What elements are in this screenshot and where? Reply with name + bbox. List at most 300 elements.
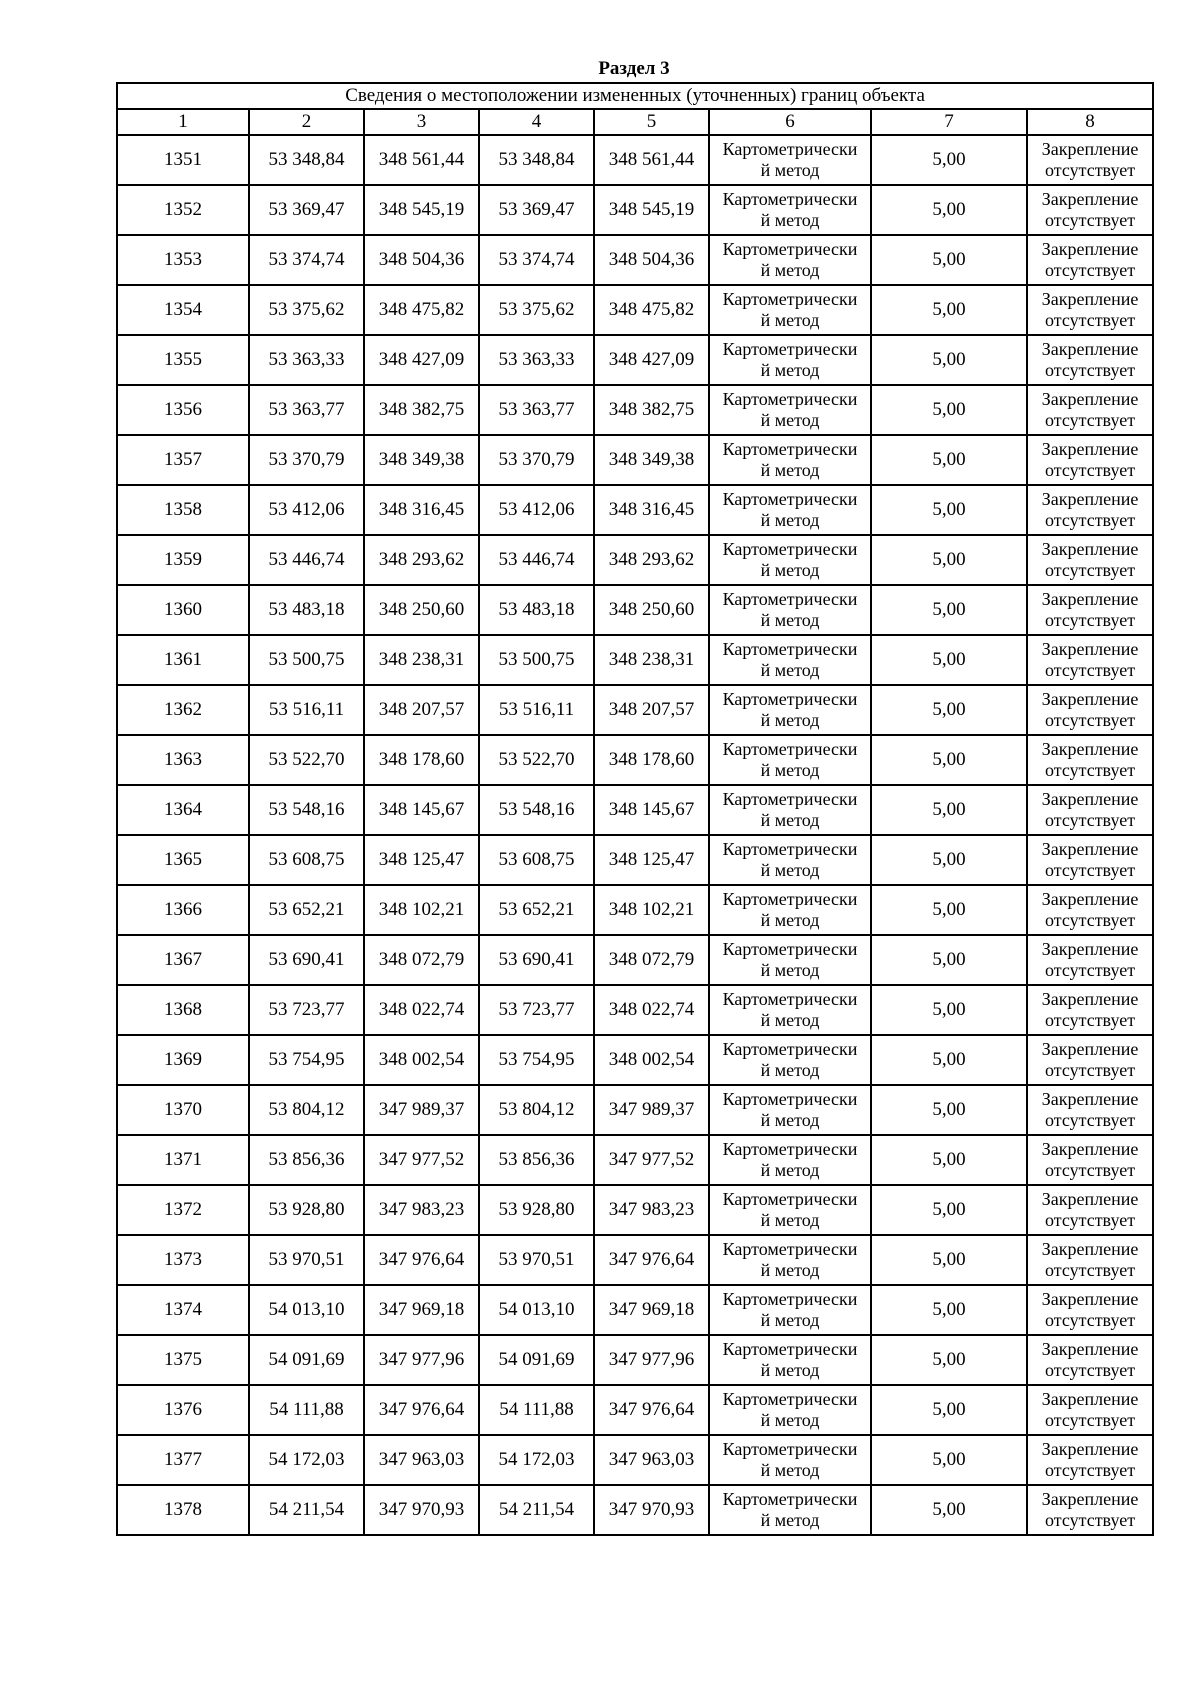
fixing-line-1: Закрепление [1041,1139,1139,1159]
table-row [117,985,1153,1035]
y-coordinate-new: 348 561,44 [594,135,709,185]
y-coordinate-new: 348 145,67 [594,785,709,835]
point-number: 1372 [117,1185,249,1235]
section-title: Раздел 3 [598,58,670,79]
method-cell [709,935,871,985]
method-line-1: Картометрически [722,1239,858,1259]
method-cell [709,185,871,235]
x-coordinate-old: 53 500,75 [249,635,364,685]
y-coordinate-old: 348 504,36 [364,235,479,285]
y-coordinate-new: 347 969,18 [594,1285,709,1335]
y-coordinate-old: 347 963,03 [364,1435,479,1485]
method-line-2: й метод [760,910,820,930]
method-line-1: Картометрически [722,1139,858,1159]
fixing-line-1: Закрепление [1041,139,1139,159]
fixing-line-2: отсутствует [1045,910,1136,930]
x-coordinate-new: 53 374,74 [479,235,594,285]
method-line-2: й метод [760,1310,820,1330]
x-coordinate-old: 53 754,95 [249,1035,364,1085]
point-number: 1362 [117,685,249,735]
x-coordinate-new: 53 690,41 [479,935,594,985]
method-line-1: Картометрически [722,239,858,259]
fixing-line-1: Закрепление [1041,939,1139,959]
method-line-1: Картометрически [722,1439,858,1459]
point-number: 1352 [117,185,249,235]
point-number: 1361 [117,635,249,685]
fixing-line-2: отсутствует [1045,360,1136,380]
y-coordinate-new: 348 293,62 [594,535,709,585]
y-coordinate-new: 347 976,64 [594,1235,709,1285]
fixing-line-2: отсутствует [1045,410,1136,430]
method-line-2: й метод [760,810,820,830]
fixing-cell [1027,1135,1153,1185]
method-line-1: Картометрически [722,1489,858,1509]
x-coordinate-new: 53 483,18 [479,585,594,635]
table-caption: Сведения о местоположении измененных (уточненных) границ объекта [117,83,1153,109]
table-row [117,1435,1153,1485]
fixing-line-2: отсутствует [1045,1310,1136,1330]
precision-cell: 5,00 [871,885,1027,935]
fixing-line-2: отсутствует [1045,960,1136,980]
precision-cell: 5,00 [871,1035,1027,1085]
y-coordinate-new: 347 963,03 [594,1435,709,1485]
y-coordinate-new: 347 977,52 [594,1135,709,1185]
y-coordinate-old: 348 022,74 [364,985,479,1035]
fixing-line-2: отсутствует [1045,1460,1136,1480]
y-coordinate-old: 348 349,38 [364,435,479,485]
method-cell [709,735,871,785]
fixing-cell [1027,385,1153,435]
point-number: 1351 [117,135,249,185]
x-coordinate-old: 54 172,03 [249,1435,364,1485]
precision-cell: 5,00 [871,435,1027,485]
fixing-line-1: Закрепление [1041,1039,1139,1059]
method-line-2: й метод [760,1360,820,1380]
x-coordinate-new: 53 370,79 [479,435,594,485]
table-row [117,885,1153,935]
y-coordinate-new: 347 983,23 [594,1185,709,1235]
method-line-1: Картометрически [722,339,858,359]
y-coordinate-new: 348 545,19 [594,185,709,235]
fixing-line-2: отсутствует [1045,510,1136,530]
table-row [117,285,1153,335]
x-coordinate-old: 54 013,10 [249,1285,364,1335]
fixing-line-2: отсутствует [1045,1060,1136,1080]
fixing-line-2: отсутствует [1045,810,1136,830]
y-coordinate-old: 347 970,93 [364,1485,479,1535]
y-coordinate-new: 348 178,60 [594,735,709,785]
method-line-1: Картометрически [722,689,858,709]
fixing-cell [1027,835,1153,885]
fixing-cell [1027,1385,1153,1435]
method-line-2: й метод [760,410,820,430]
y-coordinate-old: 347 976,64 [364,1235,479,1285]
point-number: 1377 [117,1435,249,1485]
method-line-2: й метод [760,310,820,330]
x-coordinate-new: 53 348,84 [479,135,594,185]
x-coordinate-new: 54 111,88 [479,1385,594,1435]
fixing-line-2: отсутствует [1045,1110,1136,1130]
fixing-cell [1027,235,1153,285]
x-coordinate-new: 54 013,10 [479,1285,594,1335]
fixing-line-2: отсутствует [1045,660,1136,680]
table-row [117,385,1153,435]
y-coordinate-new: 348 349,38 [594,435,709,485]
method-cell [709,1435,871,1485]
x-coordinate-old: 53 652,21 [249,885,364,935]
precision-cell: 5,00 [871,685,1027,735]
method-cell [709,535,871,585]
fixing-cell [1027,1085,1153,1135]
precision-cell: 5,00 [871,135,1027,185]
point-number: 1358 [117,485,249,535]
fixing-line-2: отсутствует [1045,710,1136,730]
precision-cell: 5,00 [871,235,1027,285]
y-coordinate-new: 348 316,45 [594,485,709,535]
x-coordinate-new: 53 446,74 [479,535,594,585]
method-cell [709,435,871,485]
precision-cell: 5,00 [871,335,1027,385]
fixing-line-1: Закрепление [1041,839,1139,859]
precision-cell: 5,00 [871,1085,1027,1135]
fixing-line-1: Закрепление [1041,239,1139,259]
x-coordinate-old: 54 091,69 [249,1335,364,1385]
precision-cell: 5,00 [871,1185,1027,1235]
method-line-2: й метод [760,1160,820,1180]
x-coordinate-new: 54 091,69 [479,1335,594,1385]
fixing-line-1: Закрепление [1041,639,1139,659]
precision-cell: 5,00 [871,285,1027,335]
precision-cell: 5,00 [871,635,1027,685]
method-cell [709,335,871,385]
x-coordinate-new: 53 363,33 [479,335,594,385]
table-row [117,535,1153,585]
y-coordinate-new: 348 475,82 [594,285,709,335]
method-line-2: й метод [760,1410,820,1430]
method-line-2: й метод [760,760,820,780]
x-coordinate-old: 53 548,16 [249,785,364,835]
y-coordinate-old: 347 976,64 [364,1385,479,1435]
x-coordinate-new: 53 608,75 [479,835,594,885]
table-row [117,185,1153,235]
fixing-line-2: отсутствует [1045,610,1136,630]
y-coordinate-old: 347 977,96 [364,1335,479,1385]
method-line-1: Картометрически [722,1089,858,1109]
fixing-cell [1027,1435,1153,1485]
fixing-cell [1027,635,1153,685]
fixing-line-1: Закрепление [1041,389,1139,409]
method-line-2: й метод [760,1010,820,1030]
fixing-line-1: Закрепление [1041,1189,1139,1209]
y-coordinate-old: 348 178,60 [364,735,479,785]
method-line-1: Картометрически [722,1339,858,1359]
point-number: 1368 [117,985,249,1035]
fixing-line-2: отсутствует [1045,1210,1136,1230]
fixing-line-1: Закрепление [1041,439,1139,459]
y-coordinate-old: 348 125,47 [364,835,479,885]
y-coordinate-old: 347 977,52 [364,1135,479,1185]
fixing-line-2: отсутствует [1045,1260,1136,1280]
x-coordinate-new: 53 516,11 [479,685,594,735]
y-coordinate-old: 348 427,09 [364,335,479,385]
column-header: 3 [364,109,479,135]
table-row [117,485,1153,535]
precision-cell: 5,00 [871,735,1027,785]
fixing-line-1: Закрепление [1041,739,1139,759]
method-cell [709,1135,871,1185]
x-coordinate-new: 53 804,12 [479,1085,594,1135]
y-coordinate-old: 347 969,18 [364,1285,479,1335]
table-row [117,135,1153,185]
fixing-cell [1027,985,1153,1035]
x-coordinate-new: 53 652,21 [479,885,594,935]
y-coordinate-old: 348 102,21 [364,885,479,935]
x-coordinate-new: 53 412,06 [479,485,594,535]
precision-cell: 5,00 [871,1435,1027,1485]
method-line-2: й метод [760,1110,820,1130]
fixing-line-2: отсутствует [1045,860,1136,880]
point-number: 1354 [117,285,249,335]
method-cell [709,685,871,735]
fixing-cell [1027,585,1153,635]
fixing-line-2: отсутствует [1045,560,1136,580]
column-header: 6 [709,109,871,135]
x-coordinate-old: 53 928,80 [249,1185,364,1235]
y-coordinate-new: 348 504,36 [594,235,709,285]
method-line-1: Картометрически [722,289,858,309]
method-line-1: Картометрически [722,1289,858,1309]
y-coordinate-old: 348 145,67 [364,785,479,835]
method-cell [709,1085,871,1135]
method-cell [709,985,871,1035]
point-number: 1359 [117,535,249,585]
fixing-line-1: Закрепление [1041,1339,1139,1359]
y-coordinate-new: 347 989,37 [594,1085,709,1135]
y-coordinate-new: 348 250,60 [594,585,709,635]
table-row [117,635,1153,685]
table-row [117,935,1153,985]
precision-cell: 5,00 [871,1335,1027,1385]
x-coordinate-new: 53 500,75 [479,635,594,685]
x-coordinate-new: 54 172,03 [479,1435,594,1485]
method-line-1: Картометрически [722,739,858,759]
y-coordinate-old: 347 989,37 [364,1085,479,1135]
fixing-line-2: отсутствует [1045,1010,1136,1030]
method-line-1: Картометрически [722,489,858,509]
x-coordinate-old: 53 375,62 [249,285,364,335]
y-coordinate-new: 348 382,75 [594,385,709,435]
x-coordinate-new: 53 375,62 [479,285,594,335]
y-coordinate-new: 348 072,79 [594,935,709,985]
fixing-cell [1027,285,1153,335]
table-row [117,1035,1153,1085]
table-body [117,135,1153,1535]
method-cell [709,585,871,635]
point-number: 1375 [117,1335,249,1385]
fixing-line-1: Закрепление [1041,789,1139,809]
x-coordinate-old: 53 374,74 [249,235,364,285]
table-caption-row [117,83,1153,109]
fixing-cell [1027,185,1153,235]
y-coordinate-old: 347 983,23 [364,1185,479,1235]
point-number: 1370 [117,1085,249,1135]
method-line-1: Картометрически [722,439,858,459]
column-header: 2 [249,109,364,135]
method-line-2: й метод [760,1510,820,1530]
method-line-2: й метод [760,510,820,530]
x-coordinate-new: 54 211,54 [479,1485,594,1535]
y-coordinate-new: 348 102,21 [594,885,709,935]
point-number: 1366 [117,885,249,935]
method-line-1: Картометрически [722,589,858,609]
x-coordinate-old: 53 363,77 [249,385,364,435]
method-line-2: й метод [760,1210,820,1230]
fixing-cell [1027,485,1153,535]
y-coordinate-new: 348 207,57 [594,685,709,735]
y-coordinate-old: 348 072,79 [364,935,479,985]
x-coordinate-old: 53 412,06 [249,485,364,535]
precision-cell: 5,00 [871,385,1027,435]
x-coordinate-old: 53 608,75 [249,835,364,885]
method-line-2: й метод [760,1460,820,1480]
y-coordinate-new: 348 022,74 [594,985,709,1035]
method-line-1: Картометрически [722,939,858,959]
point-number: 1364 [117,785,249,835]
precision-cell: 5,00 [871,785,1027,835]
x-coordinate-old: 53 483,18 [249,585,364,635]
method-line-1: Картометрически [722,1189,858,1209]
point-number: 1371 [117,1135,249,1185]
fixing-line-1: Закрепление [1041,189,1139,209]
method-line-1: Картометрически [722,789,858,809]
x-coordinate-new: 53 369,47 [479,185,594,235]
fixing-line-2: отсутствует [1045,460,1136,480]
table-row [117,335,1153,385]
fixing-cell [1027,685,1153,735]
point-number: 1355 [117,335,249,385]
fixing-line-1: Закрепление [1041,889,1139,909]
table-row [117,835,1153,885]
x-coordinate-new: 53 970,51 [479,1235,594,1285]
method-line-2: й метод [760,960,820,980]
x-coordinate-old: 53 856,36 [249,1135,364,1185]
fixing-line-2: отсутствует [1045,1160,1136,1180]
method-line-2: й метод [760,160,820,180]
column-header-row [117,109,1153,135]
fixing-cell [1027,1485,1153,1535]
method-line-1: Картометрически [722,1039,858,1059]
y-coordinate-old: 348 207,57 [364,685,479,735]
fixing-line-1: Закрепление [1041,489,1139,509]
precision-cell: 5,00 [871,1235,1027,1285]
x-coordinate-old: 54 211,54 [249,1485,364,1535]
fixing-line-1: Закрепление [1041,1239,1139,1259]
fixing-line-1: Закрепление [1041,1389,1139,1409]
table-row [117,785,1153,835]
table-row [117,1385,1153,1435]
point-number: 1353 [117,235,249,285]
y-coordinate-old: 348 475,82 [364,285,479,335]
precision-cell: 5,00 [871,485,1027,535]
method-line-2: й метод [760,260,820,280]
method-cell [709,235,871,285]
x-coordinate-old: 53 348,84 [249,135,364,185]
method-cell [709,885,871,935]
fixing-line-1: Закрепление [1041,1089,1139,1109]
table-row [117,1335,1153,1385]
point-number: 1360 [117,585,249,635]
method-cell [709,1235,871,1285]
method-line-1: Картометрически [722,139,858,159]
fixing-cell [1027,1285,1153,1335]
fixing-line-2: отсутствует [1045,760,1136,780]
x-coordinate-old: 53 723,77 [249,985,364,1035]
fixing-cell [1027,885,1153,935]
fixing-cell [1027,435,1153,485]
method-cell [709,135,871,185]
fixing-line-2: отсутствует [1045,210,1136,230]
point-number: 1376 [117,1385,249,1435]
y-coordinate-old: 348 545,19 [364,185,479,235]
method-line-1: Картометрически [722,189,858,209]
precision-cell: 5,00 [871,1485,1027,1535]
method-cell [709,385,871,435]
table-row [117,685,1153,735]
fixing-line-1: Закрепление [1041,539,1139,559]
method-line-1: Картометрически [722,1389,858,1409]
x-coordinate-new: 53 522,70 [479,735,594,785]
fixing-line-1: Закрепление [1041,289,1139,309]
table-row [117,1485,1153,1535]
fixing-line-1: Закрепление [1041,1439,1139,1459]
method-cell [709,1035,871,1085]
y-coordinate-old: 348 293,62 [364,535,479,585]
fixing-line-1: Закрепление [1041,1489,1139,1509]
point-number: 1356 [117,385,249,435]
precision-cell: 5,00 [871,185,1027,235]
method-cell [709,1185,871,1235]
fixing-cell [1027,535,1153,585]
y-coordinate-old: 348 382,75 [364,385,479,435]
method-line-1: Картометрически [722,389,858,409]
fixing-line-2: отсутствует [1045,1360,1136,1380]
method-cell [709,785,871,835]
method-line-1: Картометрически [722,989,858,1009]
point-number: 1367 [117,935,249,985]
point-number: 1374 [117,1285,249,1335]
x-coordinate-old: 53 369,47 [249,185,364,235]
fixing-line-2: отсутствует [1045,1510,1136,1530]
precision-cell: 5,00 [871,1135,1027,1185]
fixing-line-2: отсутствует [1045,160,1136,180]
table-row [117,1085,1153,1135]
column-header: 8 [1027,109,1153,135]
precision-cell: 5,00 [871,535,1027,585]
fixing-line-1: Закрепление [1041,1289,1139,1309]
method-cell [709,635,871,685]
fixing-cell [1027,735,1153,785]
document-page [116,58,1152,1536]
x-coordinate-old: 53 446,74 [249,535,364,585]
x-coordinate-old: 53 522,70 [249,735,364,785]
fixing-cell [1027,1235,1153,1285]
fixing-line-2: отсутствует [1045,310,1136,330]
y-coordinate-new: 348 125,47 [594,835,709,885]
x-coordinate-old: 53 370,79 [249,435,364,485]
method-line-1: Картометрически [722,889,858,909]
y-coordinate-new: 348 002,54 [594,1035,709,1085]
point-number: 1363 [117,735,249,785]
